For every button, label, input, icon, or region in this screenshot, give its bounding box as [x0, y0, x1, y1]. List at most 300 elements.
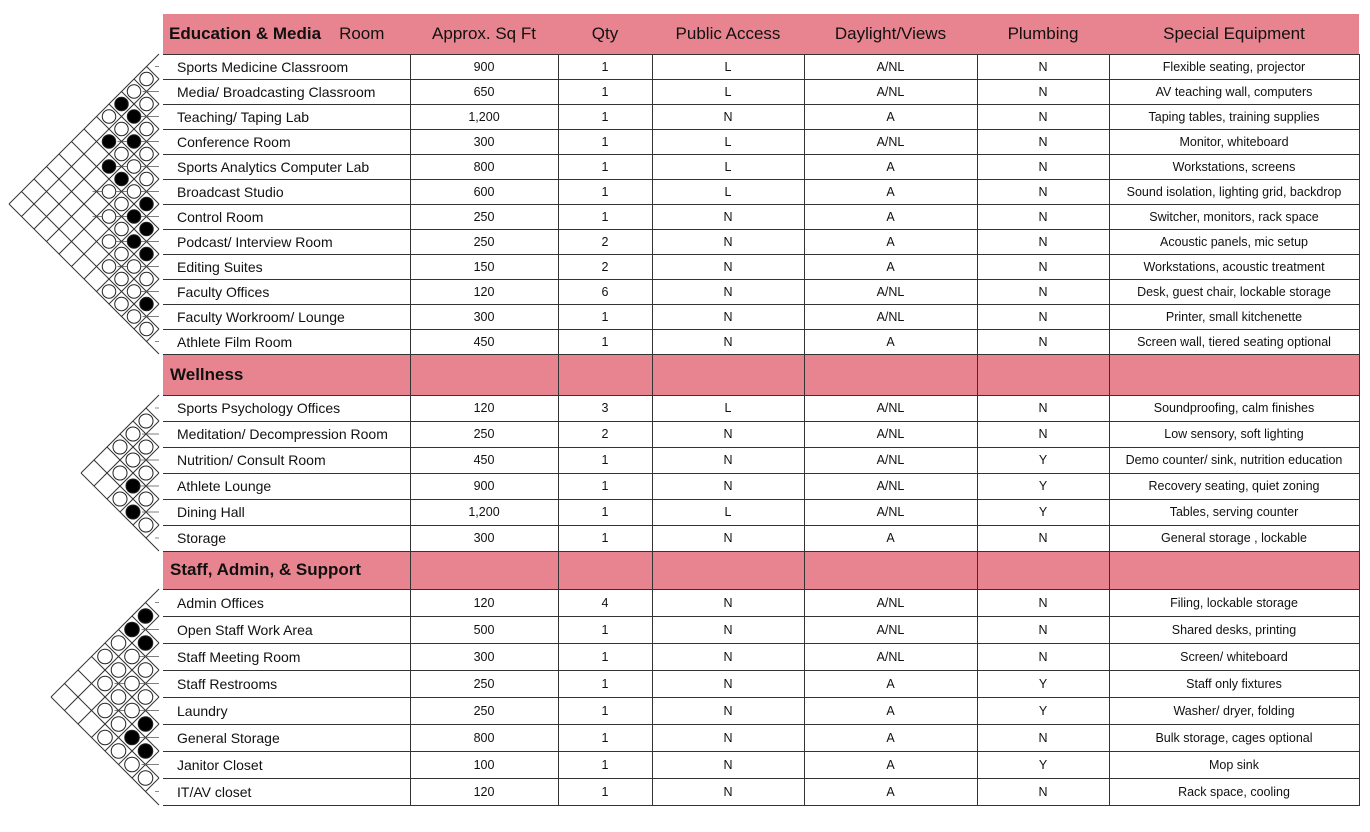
daylight-cell: A	[804, 329, 977, 354]
room-name-cell: Admin Offices	[163, 589, 410, 616]
public-access-cell: N	[652, 643, 804, 670]
table-row	[163, 279, 1359, 304]
daylight-cell: A	[804, 697, 977, 724]
equipment-cell: AV teaching wall, computers	[1109, 79, 1359, 104]
adjacency-marker	[125, 649, 140, 664]
plumbing-cell: Y	[977, 670, 1109, 697]
equipment-cell: Monitor, whiteboard	[1109, 129, 1359, 154]
qty-cell: 1	[558, 778, 652, 805]
daylight-cell: A	[804, 670, 977, 697]
adjacency-marker	[139, 518, 153, 532]
qty-cell: 2	[558, 229, 652, 254]
daylight-cell: A	[804, 778, 977, 805]
sqft-cell: 120	[410, 778, 558, 805]
adjacency-marker	[138, 690, 153, 705]
sqft-cell: 1,200	[410, 104, 558, 129]
adjacency-marker	[102, 235, 116, 249]
adjacency-matrix	[0, 0, 170, 832]
table-row	[163, 395, 1359, 421]
public-access-cell: L	[652, 395, 804, 421]
equipment-cell: Taping tables, training supplies	[1109, 104, 1359, 129]
public-access-cell: N	[652, 447, 804, 473]
public-access-cell: L	[652, 79, 804, 104]
public-access-cell: N	[652, 204, 804, 229]
adjacency-marker	[102, 210, 116, 224]
room-name-cell: Faculty Workroom/ Lounge	[163, 304, 410, 329]
adjacency-marker	[140, 147, 154, 161]
room-name-cell: General Storage	[163, 724, 410, 751]
adjacency-marker	[138, 663, 153, 678]
sqft-cell: 300	[410, 525, 558, 551]
plumbing-cell: N	[977, 54, 1109, 79]
room-name-cell: Control Room	[163, 204, 410, 229]
daylight-cell: A/NL	[804, 499, 977, 525]
qty-cell: 1	[558, 179, 652, 204]
equipment-cell: Demo counter/ sink, nutrition education	[1109, 447, 1359, 473]
plumbing-cell: N	[977, 329, 1109, 354]
adjacency-marker	[102, 260, 116, 274]
qty-cell: 1	[558, 751, 652, 778]
room-name-cell: Janitor Closet	[163, 751, 410, 778]
table-row	[163, 154, 1359, 179]
equipment-cell: Staff only fixtures	[1109, 670, 1359, 697]
adjacency-marker	[126, 453, 140, 467]
adjacency-marker	[140, 322, 154, 336]
adjacency-marker	[113, 466, 127, 480]
sqft-cell: 300	[410, 643, 558, 670]
plumbing-cell: N	[977, 421, 1109, 447]
sqft-cell: 300	[410, 129, 558, 154]
sqft-cell: 500	[410, 616, 558, 643]
qty-cell: 2	[558, 421, 652, 447]
table-row	[163, 179, 1359, 204]
equipment-cell: Shared desks, printing	[1109, 616, 1359, 643]
public-access-cell: N	[652, 421, 804, 447]
plumbing-cell: N	[977, 616, 1109, 643]
adjacency-marker	[102, 185, 116, 199]
qty-cell: 1	[558, 79, 652, 104]
sqft-cell: 900	[410, 473, 558, 499]
public-access-cell: N	[652, 724, 804, 751]
qty-cell: 1	[558, 525, 652, 551]
daylight-cell: A	[804, 104, 977, 129]
strong-adjacency-marker	[127, 110, 141, 124]
equipment-cell: Switcher, monitors, rack space	[1109, 204, 1359, 229]
section-header-empty-cell	[1109, 354, 1359, 395]
adjacency-marker	[115, 122, 129, 136]
sqft-cell: 800	[410, 154, 558, 179]
strong-adjacency-marker	[138, 609, 153, 624]
adjacency-marker	[111, 690, 126, 705]
sqft-cell: 250	[410, 421, 558, 447]
sqft-cell: 100	[410, 751, 558, 778]
strong-adjacency-marker	[126, 505, 140, 519]
adjacency-marker	[98, 730, 113, 745]
room-name-cell: Staff Meeting Room	[163, 643, 410, 670]
adjacency-block	[51, 589, 159, 805]
qty-cell: 1	[558, 154, 652, 179]
qty-cell: 1	[558, 643, 652, 670]
adjacency-marker	[127, 185, 141, 199]
room-name-cell: Faculty Offices	[163, 279, 410, 304]
equipment-cell: Screen wall, tiered seating optional	[1109, 329, 1359, 354]
qty-cell: 1	[558, 724, 652, 751]
daylight-cell: A/NL	[804, 395, 977, 421]
room-name-cell: Sports Analytics Computer Lab	[163, 154, 410, 179]
sqft-cell: 250	[410, 229, 558, 254]
section-header-empty-cell	[652, 354, 804, 395]
table-row	[163, 129, 1359, 154]
daylight-cell: A/NL	[804, 129, 977, 154]
column-header-equipment: Special Equipment	[1109, 14, 1359, 54]
daylight-cell: A	[804, 751, 977, 778]
adjacency-marker	[125, 757, 140, 772]
section-header-empty-cell	[652, 551, 804, 589]
adjacency-marker	[140, 72, 154, 86]
table-row	[163, 304, 1359, 329]
sqft-cell: 450	[410, 329, 558, 354]
table-row	[163, 421, 1359, 447]
table-row	[163, 473, 1359, 499]
equipment-cell: Acoustic panels, mic setup	[1109, 229, 1359, 254]
adjacency-marker	[139, 414, 153, 428]
public-access-cell: N	[652, 697, 804, 724]
sqft-cell: 120	[410, 589, 558, 616]
qty-cell: 1	[558, 499, 652, 525]
strong-adjacency-marker	[125, 622, 140, 637]
section-title: Staff, Admin, & Support	[163, 551, 410, 589]
plumbing-cell: N	[977, 589, 1109, 616]
strong-adjacency-marker	[102, 160, 116, 174]
adjacency-marker	[140, 97, 154, 111]
column-header-room: Room	[339, 23, 385, 43]
daylight-cell: A	[804, 179, 977, 204]
section-header-row	[163, 354, 1359, 395]
equipment-cell: Bulk storage, cages optional	[1109, 724, 1359, 751]
public-access-cell: N	[652, 104, 804, 129]
equipment-cell: Recovery seating, quiet zoning	[1109, 473, 1359, 499]
daylight-cell: A	[804, 154, 977, 179]
equipment-cell: Tables, serving counter	[1109, 499, 1359, 525]
sqft-cell: 650	[410, 79, 558, 104]
adjacency-marker	[115, 247, 129, 261]
plumbing-cell: N	[977, 229, 1109, 254]
daylight-cell: A/NL	[804, 421, 977, 447]
plumbing-cell: N	[977, 204, 1109, 229]
adjacency-marker	[139, 440, 153, 454]
adjacency-marker	[102, 110, 116, 124]
adjacency-marker	[127, 160, 141, 174]
equipment-cell: Workstations, acoustic treatment	[1109, 254, 1359, 279]
qty-cell: 1	[558, 447, 652, 473]
strong-adjacency-marker	[127, 235, 141, 249]
room-name-cell: Conference Room	[163, 129, 410, 154]
plumbing-cell: N	[977, 79, 1109, 104]
adjacency-marker	[98, 703, 113, 718]
qty-cell: 1	[558, 104, 652, 129]
adjacency-marker	[111, 717, 126, 732]
daylight-cell: A	[804, 724, 977, 751]
room-name-cell: Editing Suites	[163, 254, 410, 279]
room-name-cell: Media/ Broadcasting Classroom	[163, 79, 410, 104]
strong-adjacency-marker	[140, 247, 154, 261]
qty-cell: 3	[558, 395, 652, 421]
equipment-cell: Flexible seating, projector	[1109, 54, 1359, 79]
public-access-cell: N	[652, 473, 804, 499]
qty-cell: 1	[558, 616, 652, 643]
adjacency-marker	[139, 492, 153, 506]
adjacency-marker	[127, 85, 141, 99]
adjacency-block	[81, 395, 159, 551]
equipment-cell: Soundproofing, calm finishes	[1109, 395, 1359, 421]
equipment-cell: Printer, small kitchenette	[1109, 304, 1359, 329]
equipment-cell: Mop sink	[1109, 751, 1359, 778]
table-row	[163, 254, 1359, 279]
adjacency-marker	[113, 492, 127, 506]
room-name-cell: Laundry	[163, 697, 410, 724]
equipment-cell: Screen/ whiteboard	[1109, 643, 1359, 670]
plumbing-cell: N	[977, 304, 1109, 329]
sqft-cell: 800	[410, 724, 558, 751]
public-access-cell: N	[652, 778, 804, 805]
table-row	[163, 724, 1359, 751]
adjacency-marker	[138, 771, 153, 786]
plumbing-cell: N	[977, 104, 1109, 129]
plumbing-cell: N	[977, 154, 1109, 179]
adjacency-marker	[140, 172, 154, 186]
adjacency-marker	[102, 285, 116, 299]
daylight-cell: A	[804, 204, 977, 229]
equipment-cell: Workstations, screens	[1109, 154, 1359, 179]
table-row	[163, 229, 1359, 254]
table-row	[163, 79, 1359, 104]
strong-adjacency-marker	[140, 222, 154, 236]
public-access-cell: N	[652, 589, 804, 616]
room-name-cell: Teaching/ Taping Lab	[163, 104, 410, 129]
daylight-cell: A/NL	[804, 473, 977, 499]
daylight-cell: A/NL	[804, 589, 977, 616]
daylight-cell: A/NL	[804, 54, 977, 79]
qty-cell: 1	[558, 304, 652, 329]
adjacency-marker	[115, 272, 129, 286]
section-title: Education & Media	[169, 23, 322, 43]
plumbing-cell: N	[977, 525, 1109, 551]
table-row	[163, 329, 1359, 354]
table-header-row	[163, 14, 1359, 54]
adjacency-marker	[127, 310, 141, 324]
strong-adjacency-marker	[138, 717, 153, 732]
strong-adjacency-marker	[115, 97, 129, 111]
qty-cell: 1	[558, 670, 652, 697]
sqft-cell: 120	[410, 395, 558, 421]
space-program-table	[163, 14, 1360, 806]
equipment-cell: Low sensory, soft lighting	[1109, 421, 1359, 447]
column-header-public-access: Public Access	[652, 14, 804, 54]
qty-cell: 1	[558, 697, 652, 724]
sqft-cell: 900	[410, 54, 558, 79]
sqft-cell: 1,200	[410, 499, 558, 525]
strong-adjacency-marker	[126, 479, 140, 493]
strong-adjacency-marker	[140, 197, 154, 211]
section-title: Wellness	[163, 354, 410, 395]
adjacency-block	[9, 54, 159, 354]
table-row	[163, 499, 1359, 525]
table-row	[163, 104, 1359, 129]
column-header-plumbing: Plumbing	[977, 14, 1109, 54]
daylight-cell: A/NL	[804, 447, 977, 473]
sqft-cell: 300	[410, 304, 558, 329]
section-header-empty-cell	[977, 354, 1109, 395]
adjacency-marker	[127, 260, 141, 274]
plumbing-cell: Y	[977, 473, 1109, 499]
strong-adjacency-marker	[138, 744, 153, 759]
plumbing-cell: Y	[977, 447, 1109, 473]
equipment-cell: Washer/ dryer, folding	[1109, 697, 1359, 724]
room-name-cell: Athlete Lounge	[163, 473, 410, 499]
strong-adjacency-marker	[115, 172, 129, 186]
equipment-cell: Desk, guest chair, lockable storage	[1109, 279, 1359, 304]
adjacency-marker	[127, 285, 141, 299]
section-header-empty-cell	[558, 551, 652, 589]
plumbing-cell: Y	[977, 697, 1109, 724]
public-access-cell: L	[652, 54, 804, 79]
table-row	[163, 697, 1359, 724]
table-row	[163, 54, 1359, 79]
strong-adjacency-marker	[127, 135, 141, 149]
section-title-education-media	[163, 14, 410, 54]
daylight-cell: A/NL	[804, 643, 977, 670]
adjacency-marker	[125, 703, 140, 718]
adjacency-marker	[115, 197, 129, 211]
public-access-cell: N	[652, 616, 804, 643]
qty-cell: 1	[558, 54, 652, 79]
column-header-qty: Qty	[558, 14, 652, 54]
public-access-cell: N	[652, 670, 804, 697]
adjacency-marker	[140, 122, 154, 136]
daylight-cell: A/NL	[804, 616, 977, 643]
daylight-cell: A	[804, 254, 977, 279]
table-row	[163, 751, 1359, 778]
public-access-cell: N	[652, 751, 804, 778]
equipment-cell: Sound isolation, lighting grid, backdrop	[1109, 179, 1359, 204]
plumbing-cell: N	[977, 254, 1109, 279]
adjacency-marker	[140, 272, 154, 286]
daylight-cell: A/NL	[804, 304, 977, 329]
plumbing-cell: Y	[977, 499, 1109, 525]
plumbing-cell: N	[977, 778, 1109, 805]
section-header-empty-cell	[804, 551, 977, 589]
adjacency-marker	[98, 676, 113, 691]
public-access-cell: N	[652, 525, 804, 551]
adjacency-marker	[111, 636, 126, 651]
column-header-daylight: Daylight/Views	[804, 14, 977, 54]
daylight-cell: A	[804, 525, 977, 551]
equipment-cell: Rack space, cooling	[1109, 778, 1359, 805]
public-access-cell: N	[652, 254, 804, 279]
adjacency-marker	[126, 427, 140, 441]
sqft-cell: 250	[410, 670, 558, 697]
plumbing-cell: N	[977, 129, 1109, 154]
public-access-cell: N	[652, 279, 804, 304]
plumbing-cell: Y	[977, 751, 1109, 778]
qty-cell: 2	[558, 254, 652, 279]
qty-cell: 1	[558, 129, 652, 154]
sqft-cell: 120	[410, 279, 558, 304]
strong-adjacency-marker	[125, 730, 140, 745]
daylight-cell: A/NL	[804, 279, 977, 304]
sqft-cell: 250	[410, 204, 558, 229]
strong-adjacency-marker	[102, 135, 116, 149]
room-name-cell: Sports Psychology Offices	[163, 395, 410, 421]
section-header-empty-cell	[977, 551, 1109, 589]
section-header-empty-cell	[1109, 551, 1359, 589]
adjacency-marker	[139, 466, 153, 480]
sqft-cell: 600	[410, 179, 558, 204]
room-name-cell: Athlete Film Room	[163, 329, 410, 354]
plumbing-cell: N	[977, 179, 1109, 204]
section-header-row	[163, 551, 1359, 589]
equipment-cell: Filing, lockable storage	[1109, 589, 1359, 616]
public-access-cell: N	[652, 229, 804, 254]
table-row	[163, 204, 1359, 229]
table-row	[163, 525, 1359, 551]
table-row	[163, 616, 1359, 643]
plumbing-cell: N	[977, 643, 1109, 670]
room-name-cell: Podcast/ Interview Room	[163, 229, 410, 254]
sqft-cell: 150	[410, 254, 558, 279]
room-name-cell: Open Staff Work Area	[163, 616, 410, 643]
adjacency-marker	[98, 649, 113, 664]
strong-adjacency-marker	[138, 636, 153, 651]
room-name-cell: Broadcast Studio	[163, 179, 410, 204]
public-access-cell: N	[652, 329, 804, 354]
daylight-cell: A/NL	[804, 79, 977, 104]
room-name-cell: IT/AV closet	[163, 778, 410, 805]
sqft-cell: 250	[410, 697, 558, 724]
adjacency-marker	[111, 744, 126, 759]
adjacency-marker	[115, 147, 129, 161]
room-name-cell: Meditation/ Decompression Room	[163, 421, 410, 447]
strong-adjacency-marker	[127, 210, 141, 224]
room-name-cell: Nutrition/ Consult Room	[163, 447, 410, 473]
public-access-cell: N	[652, 304, 804, 329]
qty-cell: 1	[558, 329, 652, 354]
qty-cell: 1	[558, 473, 652, 499]
qty-cell: 1	[558, 204, 652, 229]
section-header-empty-cell	[558, 354, 652, 395]
daylight-cell: A	[804, 229, 977, 254]
public-access-cell: L	[652, 154, 804, 179]
room-name-cell: Sports Medicine Classroom	[163, 54, 410, 79]
table-row	[163, 778, 1359, 805]
table-row	[163, 589, 1359, 616]
public-access-cell: L	[652, 129, 804, 154]
public-access-cell: L	[652, 179, 804, 204]
room-name-cell: Dining Hall	[163, 499, 410, 525]
plumbing-cell: N	[977, 395, 1109, 421]
qty-cell: 6	[558, 279, 652, 304]
table-row	[163, 643, 1359, 670]
table-row	[163, 670, 1359, 697]
room-name-cell: Storage	[163, 525, 410, 551]
strong-adjacency-marker	[140, 297, 154, 311]
sqft-cell: 450	[410, 447, 558, 473]
public-access-cell: L	[652, 499, 804, 525]
equipment-cell: General storage , lockable	[1109, 525, 1359, 551]
table-row	[163, 447, 1359, 473]
adjacency-marker	[113, 440, 127, 454]
column-header-sqft: Approx. Sq Ft	[410, 14, 558, 54]
